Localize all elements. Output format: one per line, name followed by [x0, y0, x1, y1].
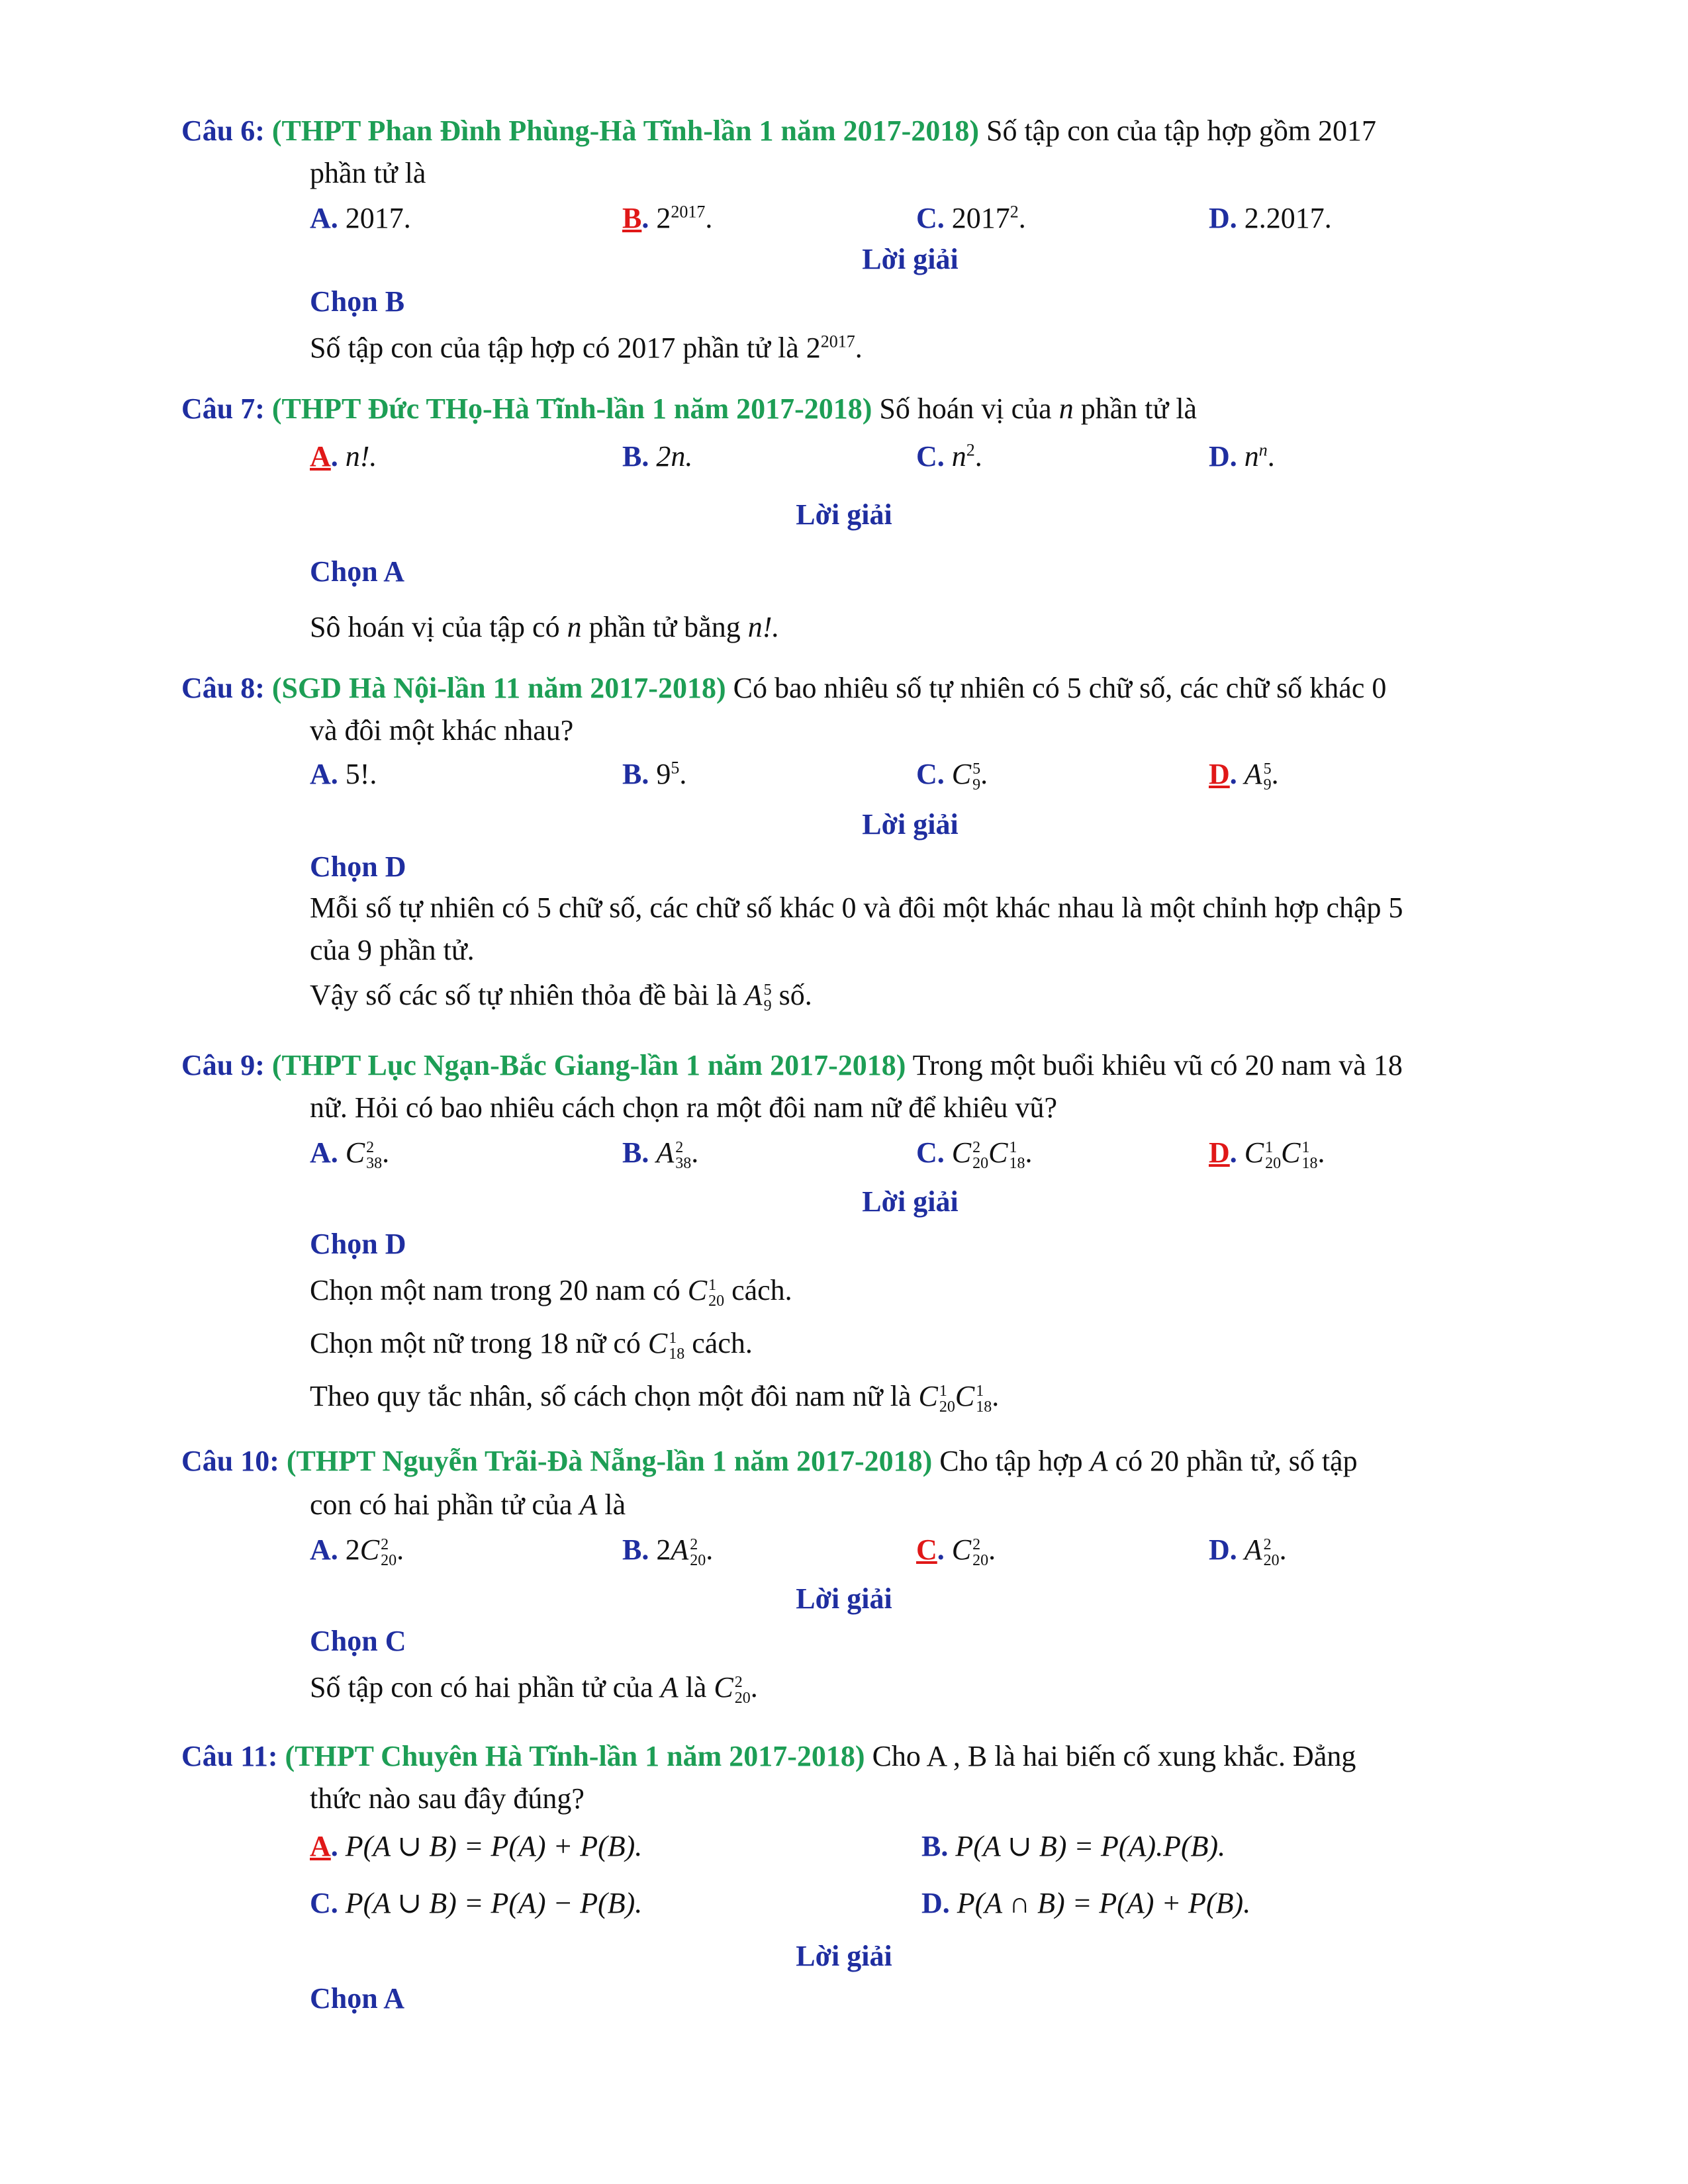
q10-source: (THPT Nguyễn Trãi-Đà Nẵng-lần 1 năm 2017-2018)	[286, 1445, 933, 1477]
q7-solution-line1: Sô hoán vị của tập có n phần tử bằng n!.	[310, 611, 780, 643]
q9-solution-line2: Chọn một nữ trong 18 nữ có C 1 18 cách.	[310, 1327, 753, 1363]
q8-answer: Chọn D	[310, 850, 406, 883]
q10-number: Câu 10:	[181, 1445, 279, 1477]
q11-stem-line2: thức nào sau đây đúng?	[310, 1782, 585, 1815]
q6-source: (THPT Phan Đình Phùng-Hà Tĩnh-lần 1 năm 2017-2018)	[271, 114, 979, 147]
q11-option-c: C. P(A ∪ B) = P(A) − P(B).	[310, 1887, 643, 1919]
q10-option-c: C. C 2 20 .	[916, 1533, 996, 1569]
q6-stem-line1	[181, 111, 1556, 151]
q7-option-c: C. $n^2$.	[916, 440, 982, 473]
q7-option-a: A. n!.	[310, 440, 377, 473]
q11-answer: Chọn A	[310, 1982, 405, 2015]
q11-stem-line1: Câu 11: (THPT Chuyên Hà Tĩnh-lần 1 năm 2017-2018) Cho A , B là hai biến cố xung khắc. Đẳng	[181, 1740, 1356, 1772]
q8-solution-line3: Vậy số các số tự nhiên thỏa đề bài là A 5 9 số.	[310, 979, 812, 1015]
q8-option-d: D. A 5 9 .	[1209, 758, 1279, 794]
q8-option-b: B. $9^5$.	[622, 758, 687, 790]
q9-source: (THPT Lục Ngạn-Bắc Giang-lần 1 năm 2017-2018)	[271, 1049, 906, 1081]
q6-number: Câu 6:	[181, 114, 265, 147]
q8-stem-line2: và đôi một khác nhau?	[310, 714, 574, 747]
q7-stem-line1: Câu 7: (THPT Đức THọ-Hà Tĩnh-lần 1 năm 2017-2018) Số hoán vị của n phần tử là	[181, 392, 1197, 425]
q9-option-b: B. A 2 38 .	[622, 1136, 699, 1172]
q6-stem-text: Số tập con của tập hợp gồm 2017	[986, 114, 1377, 147]
q9-solution-line1: Chọn một nam trong 20 nam có C 1 20 cách.	[310, 1274, 792, 1310]
q6-solution-line1: Số tập con của tập hợp có 2017 phần tử là $2^{2017}$.	[310, 332, 863, 364]
q8-option-a: A. 5!.	[310, 758, 377, 790]
q11-option-b: B. P(A ∪ B) = P(A).P(B).	[921, 1830, 1226, 1862]
q9-option-d: D. C 1 20 C 1 18 .	[1209, 1136, 1325, 1172]
q9-answer: Chọn D	[310, 1228, 406, 1260]
q8-solution-title: Lời giải	[862, 808, 959, 841]
q9-number: Câu 9:	[181, 1049, 265, 1081]
q8-source: (SGD Hà Nội-lần 11 năm 2017-2018)	[271, 672, 726, 704]
q8-option-c: C. C 5 9 .	[916, 758, 988, 794]
q7-solution-title: Lời giải	[796, 498, 892, 531]
q10-option-a: A. 2C 2 20 .	[310, 1533, 404, 1569]
q6-option-d: D. 2.2017.	[1209, 202, 1332, 234]
q6-option-b: B. $2^{2017}$.	[622, 202, 713, 234]
q11-source: (THPT Chuyên Hà Tĩnh-lần 1 năm 2017-2018)	[285, 1740, 865, 1772]
q9-solution-line3: Theo quy tắc nhân, số cách chọn một đôi nam nữ là C 1 20 C 1 18 .	[310, 1380, 1000, 1416]
q8-stem-line1: Câu 8: (SGD Hà Nội-lần 11 năm 2017-2018) Có bao nhiêu số tự nhiên có 5 chữ số, các chữ số khác 0	[181, 672, 1387, 704]
q10-solution-title: Lời giải	[796, 1582, 892, 1615]
q7-option-b: B. 2n.	[622, 440, 693, 473]
q6-option-c: C. 2017$^2$.	[916, 202, 1026, 234]
q8-solution-line1: Mỗi số tự nhiên có 5 chữ số, các chữ số khác 0 và đôi một khác nhau là một chỉnh hợp chập 5	[310, 891, 1403, 924]
q10-solution-line1: Số tập con có hai phần tử của A là C 2 20 .	[310, 1671, 758, 1707]
q6-option-a: A. 2017.	[310, 202, 411, 234]
q6-stem-line2: phần tử là	[310, 157, 426, 189]
q10-stem-line1: Câu 10: (THPT Nguyễn Trãi-Đà Nẵng-lần 1 năm 2017-2018) Cho tập hợp A có 20 phần tử, số tập	[181, 1445, 1358, 1477]
q11-solution-title: Lời giải	[796, 1940, 892, 1972]
q6-solution-title: Lời giải	[862, 243, 959, 275]
q7-source: (THPT Đức THọ-Hà Tĩnh-lần 1 năm 2017-2018)	[271, 392, 872, 425]
q9-option-a: A. C 2 38 .	[310, 1136, 390, 1172]
q6-answer: Chọn B	[310, 285, 405, 318]
q7-option-d: D. $n^n$.	[1209, 440, 1275, 473]
q7-answer: Chọn A	[310, 555, 405, 588]
q10-stem-line2: con có hai phần tử của A là	[310, 1488, 626, 1521]
q11-option-a: A. P(A ∪ B) = P(A) + P(B).	[310, 1830, 643, 1862]
q11-option-d: D. P(A ∩ B) = P(A) + P(B).	[921, 1887, 1251, 1919]
q9-option-c: C. C 2 20 C 1 18 .	[916, 1136, 1033, 1172]
q10-answer: Chọn C	[310, 1625, 406, 1657]
q7-number: Câu 7:	[181, 392, 265, 425]
q10-option-d: D. A 2 20 .	[1209, 1533, 1287, 1569]
q8-solution-line2: của 9 phần tử.	[310, 934, 475, 966]
q9-stem-line1: Câu 9: (THPT Lục Ngạn-Bắc Giang-lần 1 năm 2017-2018) Trong một buổi khiêu vũ có 20 nam và 18	[181, 1049, 1403, 1081]
q9-stem-line2: nữ. Hỏi có bao nhiêu cách chọn ra một đôi nam nữ để khiêu vũ?	[310, 1091, 1058, 1124]
q10-option-b: B. 2A 2 20 .	[622, 1533, 714, 1569]
q9-solution-title: Lời giải	[862, 1185, 959, 1218]
q8-number: Câu 8:	[181, 672, 265, 704]
q11-number: Câu 11:	[181, 1740, 278, 1772]
